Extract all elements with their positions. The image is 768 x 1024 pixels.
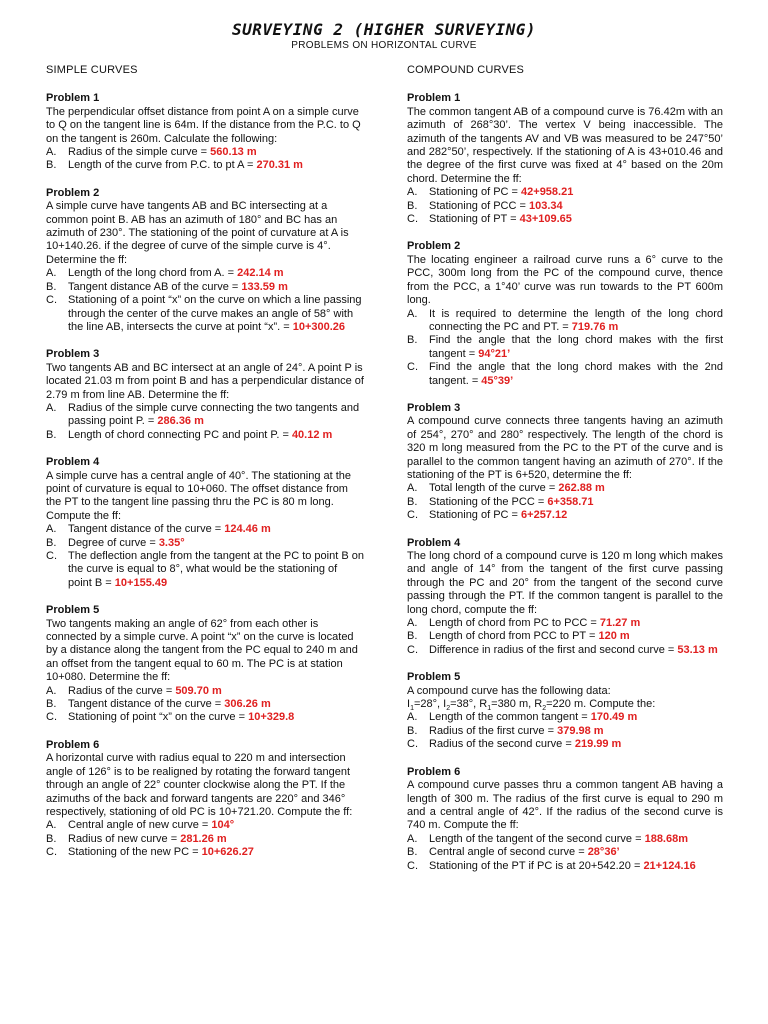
item-letter: C.: [407, 213, 418, 226]
item-letter: A.: [46, 684, 57, 697]
item-question-text: Difference in radius of the first and second curve =: [429, 643, 678, 656]
answer-item: [46, 685, 364, 698]
item-answer: 379.98 m: [557, 724, 604, 737]
item-letter: B.: [407, 846, 418, 859]
item-letter: C.: [46, 711, 57, 724]
item-letter: B.: [407, 630, 418, 643]
data-line-part: =28°,: [413, 698, 444, 711]
item-question-text: Length of chord from PC to PCC =: [429, 617, 600, 630]
item-answer: 6+358.71: [547, 495, 594, 508]
problem-title: Problem 6: [407, 765, 461, 778]
item-letter: B.: [407, 199, 418, 212]
answer-item: [46, 819, 364, 832]
item-letter: B.: [46, 698, 57, 711]
item-question-text: Central angle of second curve =: [429, 846, 588, 859]
item-answer: 270.31 m: [256, 159, 303, 172]
item-letter: C.: [407, 509, 418, 522]
answer-item: [407, 200, 723, 213]
problem-block: [407, 240, 723, 387]
item-question: [68, 537, 364, 550]
problem-title: Problem 3: [407, 401, 461, 414]
answer-item: [407, 617, 723, 630]
item-question-text: Length of the tangent of the second curve =: [429, 832, 645, 845]
item-question-text: Stationing of a point “x” on the curve on which a line passing through the center of the curve makes an angle of 58° with the line AB, intersects the curve at point “x”. =: [68, 294, 362, 333]
item-question-text: Find the angle that the long chord makes with the 2nd tangent. =: [429, 361, 723, 387]
item-letter: B.: [407, 724, 418, 737]
item-letter: B.: [407, 495, 418, 508]
answer-item: [407, 860, 723, 873]
item-letter: B.: [407, 334, 418, 347]
item-letter: A.: [46, 401, 57, 414]
item-question: [68, 267, 364, 280]
item-question-text: Radius of new curve =: [68, 832, 181, 845]
problem-title: Problem 1: [407, 92, 461, 105]
item-letter: A.: [46, 819, 57, 832]
item-question: [68, 281, 364, 294]
data-line-part: I: [443, 698, 447, 711]
answer-item: [46, 294, 364, 334]
item-answer: 719.76 m: [571, 320, 619, 333]
item-letter: A.: [407, 482, 418, 495]
problem-statement: Two tangents making an angle of 62° from each other is connected by a simple curve. A point “x” on the curve is located by a distance along the tangent from the PC equal to 240 m and an offset from the tangent equal to 60 m. The PC is at station 10+080. Determine the ff:: [46, 617, 358, 684]
problem-block: [407, 402, 723, 523]
item-question: [68, 711, 364, 724]
answer-item: [407, 361, 723, 388]
answer-item: [407, 334, 723, 361]
problem-statement: The locating engineer a railroad curve runs a 6° curve to the PCC, 300m long from the PC of the compound curve, thence from the PCC, a 1°40’ curve was run towards to the PT 600m long.: [407, 253, 723, 307]
problem-statement: The common tangent AB of a compound curve is 76.42m with an azimuth of 268°30’. The vertex V being inaccessible. The azimuth of the tangents AV and VB was measured to be 247°50’ and 282°50’, respectively. If the stationing of A is 43+010.46 and the degree of the first curve was fixed at 4° based on the 20m chord. Determine the ff:: [407, 105, 723, 185]
item-answer: 170.49 m: [590, 711, 638, 724]
problem-title: Problem 5: [407, 671, 461, 684]
problem-title: Problem 2: [407, 240, 461, 253]
item-question: [429, 361, 723, 388]
item-question: [429, 738, 723, 751]
item-answer: 262.88 m: [558, 482, 605, 495]
item-answer: 94°21’: [478, 347, 511, 360]
item-question: [68, 819, 364, 832]
data-line-part: 2: [542, 705, 547, 713]
item-question-text: Stationing of PC =: [429, 509, 522, 522]
answer-list: [407, 711, 723, 751]
item-question: [429, 496, 723, 509]
item-question: [429, 725, 723, 738]
problem-statement: The perpendicular offset distance from point A on a simple curve to Q on the tangent line is 64m. If the distance from the P.C. to Q on the tangent is 260m. Calculate the following:: [46, 105, 361, 145]
problem-block: [46, 456, 364, 590]
problem-block: [46, 739, 364, 860]
answer-item: [46, 402, 364, 429]
item-question: [68, 698, 364, 711]
answer-list: [46, 267, 364, 334]
item-question: [429, 644, 723, 657]
item-question: [429, 200, 723, 213]
answer-list: [46, 685, 364, 725]
item-answer: 120 m: [598, 630, 630, 643]
item-letter: A.: [407, 617, 418, 630]
document-subtitle: PROBLEMS ON HORIZONTAL CURVE: [291, 40, 477, 51]
answer-item: [46, 833, 364, 846]
answer-list: [46, 146, 364, 173]
problem-statement: Two tangents AB and BC intersect at an angle of 24°. A point P is located 21.03 m from point B and has a perpendicular distance of 2.79 m from line AB. Determine the ff:: [46, 361, 364, 401]
problem-title: Problem 4: [407, 536, 461, 549]
answer-list: [46, 523, 364, 590]
item-question-text: Tangent distance AB of the curve =: [68, 280, 242, 293]
problem-block: [407, 766, 723, 873]
item-letter: A.: [46, 267, 57, 280]
item-question-text: Stationing of PCC =: [429, 199, 529, 212]
item-answer: 10+300.26: [292, 320, 346, 333]
problem-block: [407, 92, 723, 226]
item-question: [429, 334, 723, 361]
answer-item: [407, 186, 723, 199]
item-question-text: Length of chord from PCC to PT =: [429, 630, 599, 643]
item-answer: 509.70 m: [175, 684, 222, 697]
answer-item: [46, 146, 364, 159]
item-question: [429, 617, 723, 630]
item-answer: 104°: [211, 819, 235, 832]
problem-block: [46, 348, 364, 442]
item-question: [68, 159, 364, 172]
item-question-text: Length of the common tangent =: [429, 711, 591, 724]
answer-item: [46, 281, 364, 294]
item-answer: 43+109.65: [519, 213, 572, 226]
problem-title: Problem 3: [46, 348, 100, 361]
answer-item: [407, 308, 723, 335]
answer-list: [407, 833, 723, 873]
item-question: [68, 846, 364, 859]
answer-list: [407, 186, 723, 226]
item-question: [429, 833, 723, 846]
answer-item: [46, 846, 364, 859]
item-letter: A.: [407, 186, 418, 199]
item-question-text: Tangent distance of the curve =: [68, 698, 225, 711]
data-line-part: 1: [410, 705, 414, 713]
problem-statement: A simple curve have tangents AB and BC intersecting at a common point B. AB has an azimuth of 180° and BC has an azimuth of 230°. The stationing of the point of curvature at A is 10+140.26. if the degree of curve of the simple curve is 4°. Determine the ff:: [46, 200, 349, 266]
item-answer: 42+958.21: [521, 186, 574, 199]
item-question: [429, 509, 723, 522]
problem-title: Problem 2: [46, 186, 100, 199]
problem-title: Problem 5: [46, 604, 100, 617]
document-title: SURVEYING 2 (HIGHER SURVEYING): [232, 20, 536, 39]
answer-item: [407, 630, 723, 643]
item-question-text: Radius of the second curve =: [429, 738, 575, 751]
answer-item: [46, 711, 364, 724]
answer-item: [46, 523, 364, 536]
data-line-part: I: [407, 698, 411, 711]
item-letter: B.: [46, 428, 57, 441]
item-question: [429, 308, 723, 335]
compound-curves-column: [407, 64, 723, 887]
item-answer: 53.13 m: [677, 643, 718, 656]
simple-curves-column: [46, 64, 364, 874]
answer-item: [407, 725, 723, 738]
item-letter: C.: [46, 550, 57, 562]
item-question-text: Stationing of PT =: [429, 213, 520, 226]
item-question: [68, 685, 364, 698]
item-question-text: Find the angle that the long chord makes with the first tangent =: [429, 334, 723, 360]
item-answer: 133.59 m: [241, 280, 288, 293]
item-letter: C.: [407, 361, 418, 374]
answer-item: [46, 159, 364, 172]
item-letter: A.: [407, 307, 418, 320]
problem-statement: A horizontal curve with radius equal to 220 m and intersection angle of 126° is to be realigned by rotating the forward tangent through an angle of 22° counter clockwise along the PT. If the azimuths of the back and forward tangents are 220° and 346° respectively, stationing of old PC is 10+721.20. Compute the ff:: [46, 752, 353, 818]
answer-item: [407, 738, 723, 751]
item-question-text: Length of chord connecting PC and point P. =: [68, 428, 292, 441]
section-title: COMPOUND CURVES: [407, 64, 525, 76]
item-letter: C.: [407, 738, 418, 751]
item-letter: B.: [46, 159, 57, 172]
item-answer: 242.14 m: [237, 267, 284, 280]
answer-item: [407, 644, 723, 657]
answer-item: [407, 846, 723, 859]
item-question: [429, 846, 723, 859]
item-question: [429, 711, 723, 724]
data-line-part: =38°,: [450, 698, 480, 711]
item-answer: 45°39’: [481, 374, 514, 387]
item-question: [68, 833, 364, 846]
answer-item: [46, 429, 364, 442]
item-answer: 219.99 m: [574, 738, 622, 751]
item-question: [68, 146, 364, 159]
item-question: [68, 550, 364, 590]
item-question: [429, 482, 723, 495]
data-line-part: =380 m,: [491, 698, 535, 711]
item-answer: 124.46 m: [224, 523, 271, 536]
item-letter: B.: [46, 280, 57, 293]
item-question-text: Stationing of the PT if PC is at 20+542.20 =: [429, 859, 644, 872]
item-answer: 286.36 m: [157, 415, 204, 428]
problem-title: Problem 6: [46, 738, 100, 751]
problem-title: Problem 1: [46, 92, 100, 105]
item-letter: B.: [46, 832, 57, 845]
item-question: [429, 860, 723, 873]
data-line-part: R: [534, 698, 543, 711]
problem-title: Problem 4: [46, 456, 100, 469]
item-letter: C.: [407, 859, 418, 872]
item-question-text: Length of the long chord from A. =: [68, 267, 238, 280]
item-answer: 10+155.49: [114, 576, 168, 589]
item-letter: C.: [46, 846, 57, 859]
item-question-text: Length of the curve from P.C. to pt A =: [68, 159, 257, 172]
item-letter: A.: [46, 523, 57, 536]
item-question-text: Degree of curve =: [68, 536, 159, 549]
answer-item: [407, 833, 723, 846]
answer-list: [407, 308, 723, 388]
answer-item: [46, 267, 364, 280]
problem-block: [46, 187, 364, 334]
answer-item: [46, 698, 364, 711]
item-letter: A.: [407, 711, 418, 724]
item-question-text: Radius of the simple curve connecting the two tangents and passing point P. =: [68, 401, 360, 428]
data-line-part: R: [479, 698, 488, 711]
item-question-text: Stationing of PC =: [429, 186, 522, 199]
data-line-part: =220 m. Compute the:: [546, 698, 656, 711]
item-question: [429, 186, 723, 199]
item-answer: 560.13 m: [210, 146, 257, 159]
problem-block: [407, 671, 723, 751]
item-answer: 281.26 m: [180, 832, 227, 845]
item-question: [68, 294, 364, 334]
item-question: [429, 630, 723, 643]
problem-statement: A simple curve has a central angle of 40°. The stationing at the point of curvature is equal to 10+060. The offset distance from the PT to the tangent line passing thru the PC is 80 m long. Compute the ff:: [46, 469, 352, 522]
item-question-text: Stationing of the new PC =: [68, 846, 202, 859]
item-question: [68, 429, 364, 442]
answer-item: [407, 482, 723, 495]
item-answer: 21+124.16: [643, 859, 696, 872]
item-letter: C.: [407, 643, 418, 656]
answer-item: [46, 537, 364, 550]
item-letter: B.: [46, 536, 57, 549]
problem-statement: A compound curve passes thru a common tangent AB having a length of 300 m. The radius of the first curve is equal to 290 m and a central angle of 42°. If the radius of the second curve is 740 m. Compute the ff:: [407, 779, 723, 832]
problem-statement: A compound curve has the following data:: [407, 684, 611, 697]
item-question: [429, 213, 723, 226]
item-question-text: Tangent distance of the curve =: [68, 523, 225, 536]
item-answer: 103.34: [528, 199, 563, 212]
item-letter: C.: [46, 294, 57, 307]
problem-statement: The long chord of a compound curve is 120 m long which makes and angle of 14° from the tangent of the first curve passing through the PC and 20° from the tangent of the second curve passing through the PT. If the common tangent is parallel to the long chord, compute the ff:: [407, 550, 723, 616]
item-question-text: Radius of the curve =: [68, 684, 176, 697]
item-question-text: Radius of the simple curve =: [68, 146, 211, 159]
item-answer: 10+329.8: [248, 711, 295, 724]
item-answer: 3.35°: [158, 536, 185, 549]
item-question-text: Radius of the first curve =: [429, 724, 558, 737]
item-question-text: Stationing of the PCC =: [429, 495, 548, 508]
item-answer: 10+626.27: [201, 846, 254, 859]
item-answer: 6+257.12: [521, 509, 568, 522]
problem-block: [46, 92, 364, 172]
answer-item: [407, 213, 723, 226]
answer-list: [46, 402, 364, 442]
answer-item: [407, 509, 723, 522]
problem-block: [407, 537, 723, 658]
problem-block: [46, 604, 364, 725]
item-answer: 28°36’: [587, 846, 620, 859]
answer-item: [407, 711, 723, 724]
item-answer: 306.26 m: [224, 698, 271, 711]
item-question: [68, 402, 364, 429]
problem-data-line: [407, 698, 723, 711]
answer-item: [46, 550, 364, 590]
answer-list: [407, 482, 723, 522]
item-answer: 71.27 m: [599, 617, 641, 630]
item-letter: A.: [46, 146, 57, 159]
section-title: SIMPLE CURVES: [46, 64, 138, 76]
item-question-text: Total length of the curve =: [429, 482, 559, 495]
answer-item: [407, 496, 723, 509]
data-line-part: 1: [487, 705, 492, 713]
item-answer: 40.12 m: [291, 428, 333, 441]
item-question-text: It is required to determine the length of the long chord connecting the PC and PT. =: [429, 307, 723, 333]
item-answer: 188.68m: [644, 832, 689, 845]
data-line-part: 2: [446, 705, 451, 713]
item-question-text: Stationing of point “x” on the curve =: [68, 711, 249, 724]
problem-statement: A compound curve connects three tangents having an azimuth of 254°, 270° and 280° respectively. The length of the chord is 320 m long measured from the PC to the PT of the curve and is parallel to the common tangent having an azimuth of 270°. If the stationing of the PT is 6+520, determine the ff:: [407, 415, 723, 481]
item-question: [68, 523, 364, 536]
item-question-text: Central angle of new curve =: [68, 819, 212, 832]
item-question-text: The deflection angle from the tangent at the PC to point B on the curve is equal to 8°, what would be the stationing of point B =: [68, 550, 364, 589]
answer-list: [46, 819, 364, 859]
item-letter: A.: [407, 832, 418, 845]
answer-list: [407, 617, 723, 657]
